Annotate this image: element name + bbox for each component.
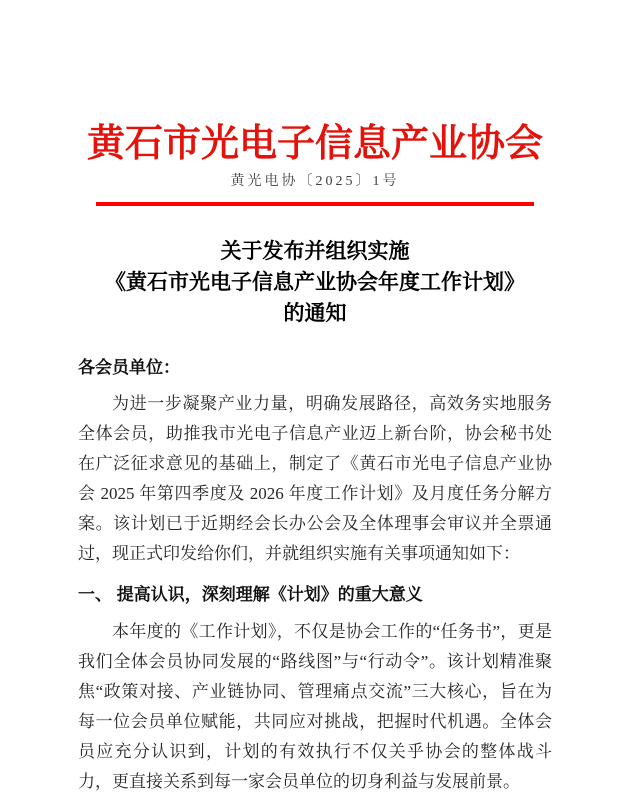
notice-title-line-1: 关于发布并组织实施 xyxy=(220,239,410,263)
intro-paragraph: 为进一步凝聚产业力量，明确发展路径，高效务实地服务全体会员，助推我市光电子信息产业迈上新台阶，协会秘书处在广泛征求意见的基础上，制定了《黄石市光电子信息产业协会 2025 年第四季度及 2026 年度工作计划》及月度任务分解方案。该计划已于近期经会长办公会及全体理事会审议并全票通过，现正式印发给你们，并就组织实施有关事项通知如下： xyxy=(78,394,552,563)
doc-number: 黄光电协〔2025〕1号 xyxy=(230,174,400,189)
notice-title-line-2: 《黄石市光电子信息产业协会年度工作计划》 xyxy=(105,270,525,294)
notice-title xyxy=(78,236,552,329)
section-1-body: 本年度的《工作计划》，不仅是协会工作的“任务书”，更是我们全体会员协同发展的“路线图”与“行动令”。该计划精准聚焦“政策对接、产业链协同、管理痛点交流”三大核心，旨在为每一位会员单位赋能，共同应对挑战，把握时代机遇。全体会员应充分认识到，计划的有效执行不仅关乎协会的整体战斗力，更直接关系到每一家会员单位的切身利益与发展前景。 xyxy=(78,622,552,791)
notice-title-line-3: 的通知 xyxy=(283,301,347,325)
section-1-heading: 一、 提高认识，深刻理解《计划》的重大意义 xyxy=(78,585,423,604)
salutation: 各会员单位： xyxy=(78,358,180,377)
red-separator-rule xyxy=(96,202,534,206)
org-title: 黄石市光电子信息产业协会 xyxy=(86,123,543,165)
